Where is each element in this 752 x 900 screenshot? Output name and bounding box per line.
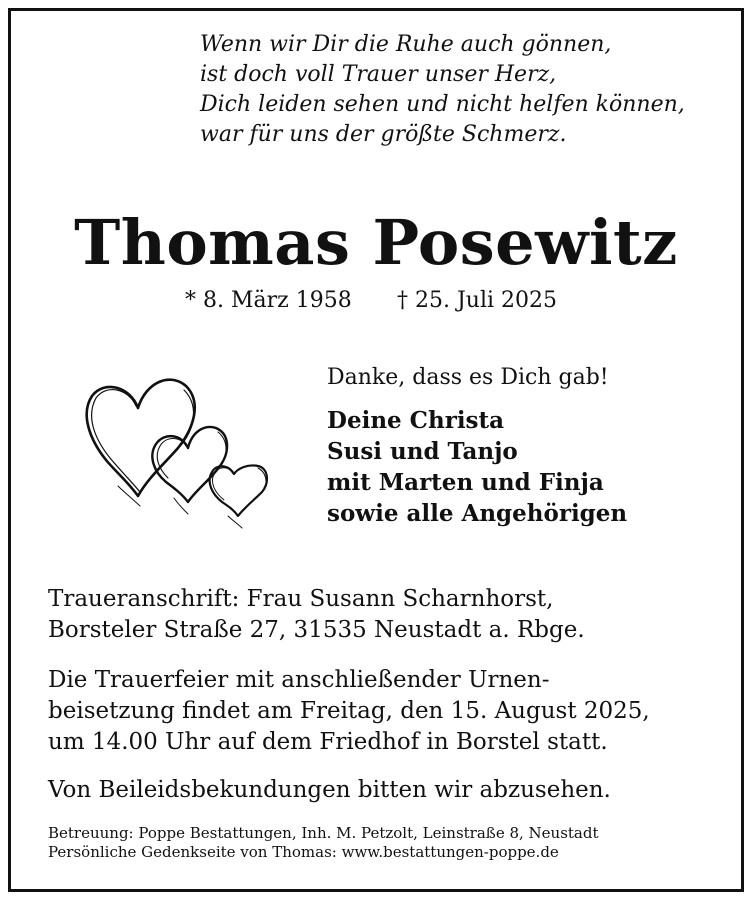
memorial-poem [200, 30, 720, 150]
funeral-home-line: Betreuung: Poppe Bestattungen, Inh. M. Petzolt, Leinstraße 8, Neustadt [48, 824, 599, 842]
poem-line: Dich leiden sehen und nicht helfen können, [200, 92, 685, 117]
address-line: Borsteler Straße 27, 31535 Neustadt a. Rbge. [48, 617, 585, 643]
signer-line: sowie alle Angehörigen [327, 500, 628, 527]
thanks-message: Danke, dass es Dich gab! [327, 365, 609, 390]
deceased-name: Thomas Posewitz [74, 206, 678, 279]
footer-info [48, 824, 599, 862]
birth-date: * 8. März 1958 [185, 288, 352, 313]
ceremony-info [48, 665, 650, 758]
mourning-address [48, 584, 585, 646]
signer-line: Deine Christa [327, 407, 505, 434]
signer-line: mit Marten und Finja [327, 469, 604, 496]
poem-line: war für uns der größte Schmerz. [200, 122, 567, 147]
signer-line: Susi und Tanjo [327, 438, 518, 465]
memorial-page-line: Persönliche Gedenkseite von Thomas: www.bestattungen-poppe.de [48, 843, 559, 861]
hearts-icon [78, 368, 278, 533]
ceremony-line: beisetzung findet am Freitag, den 15. August 2025, [48, 698, 650, 724]
poem-line: Wenn wir Dir die Ruhe auch gönnen, [200, 32, 612, 57]
condolence-note: Von Beileidsbekundungen bitten wir abzusehen. [48, 777, 611, 803]
ceremony-line: um 14.00 Uhr auf dem Friedhof in Borstel statt. [48, 729, 608, 755]
death-date: † 25. Juli 2025 [397, 288, 558, 313]
address-line: Traueranschrift: Frau Susann Scharnhorst, [48, 586, 554, 612]
ceremony-line: Die Trauerfeier mit anschließender Urnen- [48, 667, 550, 693]
signers-list [327, 405, 627, 529]
poem-line: ist doch voll Trauer unser Herz, [200, 62, 557, 87]
